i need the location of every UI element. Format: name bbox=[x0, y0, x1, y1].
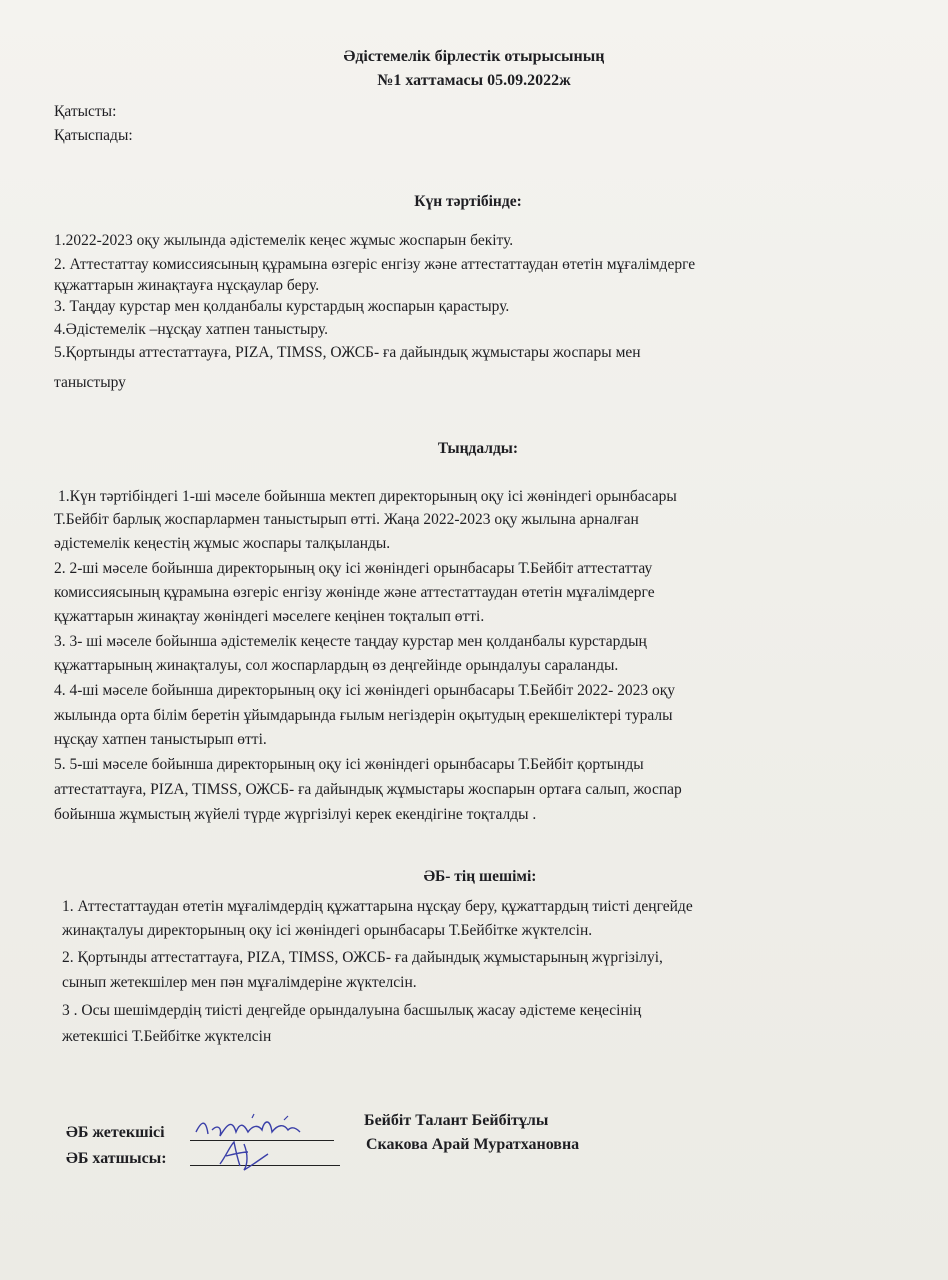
absent-label: Қатыспады: bbox=[54, 127, 133, 144]
decision-heading: ӘБ- тің шешімі: bbox=[423, 868, 537, 885]
decision-text-line: 3 . Осы шешімдердің тиісті деңгейде орындалуына басшылық жасау әдістеме кеңесінің bbox=[62, 1002, 642, 1019]
decision-text-line: жинақталуы директорының оқу ісі жөніндегі орынбасары Т.Бейбітке жүктелсін. bbox=[62, 922, 593, 939]
heard-text-line: жылында орта білім беретін ұйымдарында ғылым негіздерін оқытудың ерекшеліктері туралы bbox=[54, 707, 673, 724]
decision-text-line: сынып жетекшілер мен пән мұғалімдеріне жүктелсін. bbox=[62, 974, 417, 991]
head-label: ӘБ жетекшісі bbox=[66, 1124, 165, 1141]
agenda-heading: Күн тәртібінде: bbox=[414, 193, 522, 210]
decision-text-line: 2. Қортынды аттестаттауға, PIZA, TIMSS, ОЖСБ- ға дайындық жұмыстарының жүргізілуі, bbox=[62, 949, 663, 966]
heard-heading: Тыңдалды: bbox=[437, 440, 519, 457]
heard-text-line: 1.Күн тәртібіндегі 1-ші мәселе бойынша мектеп директорының оқу ісі жөніндегі орынбасары bbox=[58, 488, 677, 505]
agenda-item: 4.Әдістемелік –нұсқау хатпен таныстыру. bbox=[54, 321, 328, 338]
secretary-signature-mark bbox=[214, 1134, 274, 1174]
agenda-item: 2. Аттестаттау комиссиясының құрамына өзгеріс енгізу және аттестаттаудан өтетін мұғалімдерге bbox=[54, 256, 696, 273]
decision-text-line: жетекшісі Т.Бейбітке жүктелсін bbox=[62, 1028, 272, 1045]
heard-text-line: бойынша жұмыстың жүйелі түрде жүргізілуі керек екендігіне тоқталды . bbox=[54, 806, 537, 823]
agenda-item: 5.Қортынды аттестаттауға, PIZA, TIMSS, ОЖСБ- ға дайындық жұмыстары жоспары мен bbox=[54, 344, 641, 361]
secretary-name: Скакова Арай Муратхановна bbox=[366, 1136, 580, 1153]
heard-text-line: құжаттарының жинақталуы, сол жоспарлардың өз деңгейінде орындалуы сараланды. bbox=[54, 657, 619, 674]
heard-text-line: Т.Бейбіт барлық жоспарлармен таныстырып өтті. Жаңа 2022-2023 оқу жылына арналған bbox=[54, 511, 639, 528]
decision-text-line: 1. Аттестаттаудан өтетін мұғалімдердің құжаттарына нұсқау беру, құжаттардың тиісті деңгейде bbox=[62, 898, 693, 915]
heard-text-line: әдістемелік кеңестің жұмыс жоспары талқыланды. bbox=[54, 535, 391, 552]
agenda-item: құжаттарын жинақтауға нұсқаулар беру. bbox=[54, 277, 320, 294]
attended-label: Қатысты: bbox=[54, 103, 117, 120]
heard-text-line: 2. 2-ші мәселе бойынша директорының оқу ісі жөніндегі орынбасары Т.Бейбіт аттестаттау bbox=[54, 560, 653, 577]
heard-text-line: 5. 5-ші мәселе бойынша директорының оқу ісі жөніндегі орынбасары Т.Бейбіт қортынды bbox=[54, 756, 644, 773]
agenda-item: 1.2022-2023 оқу жылында әдістемелік кеңес жұмыс жоспарын бекіту. bbox=[54, 232, 514, 249]
heard-text-line: 4. 4-ші мәселе бойынша директорының оқу ісі жөніндегі орынбасары Т.Бейбіт 2022- 2023 оқу bbox=[54, 682, 676, 699]
heard-text-line: 3. 3- ші мәселе бойынша әдістемелік кеңесте таңдау курстар мен қолданбалы курстардың bbox=[54, 633, 647, 650]
agenda-item: 3. Таңдау курстар мен қолданбалы курстардың жоспарын қарастыру. bbox=[54, 298, 510, 315]
protocol-number-date: №1 хаттамасы 05.09.2022ж bbox=[377, 72, 571, 89]
document-title: Әдістемелік бірлестік отырысының bbox=[343, 48, 605, 65]
secretary-label: ӘБ хатшысы: bbox=[66, 1150, 167, 1167]
head-name: Бейбіт Талант Бейбітұлы bbox=[364, 1112, 549, 1129]
heard-text-line: аттестаттауға, PIZA, TIMSS, ОЖСБ- ға дайындық жұмыстары жоспарын ортаға салып, жоспар bbox=[54, 781, 682, 798]
heard-text-line: нұсқау хатпен таныстырып өтті. bbox=[54, 731, 267, 748]
agenda-item: таныстыру bbox=[54, 374, 126, 391]
heard-text-line: құжаттарын жинақтау жөніндегі мәселеге кеңінен тоқталып өтті. bbox=[54, 608, 485, 625]
heard-text-line: комиссиясының құрамына өзгеріс енгізу жөнінде және аттестаттаудан өтетін мұғалімдерге bbox=[54, 584, 655, 601]
